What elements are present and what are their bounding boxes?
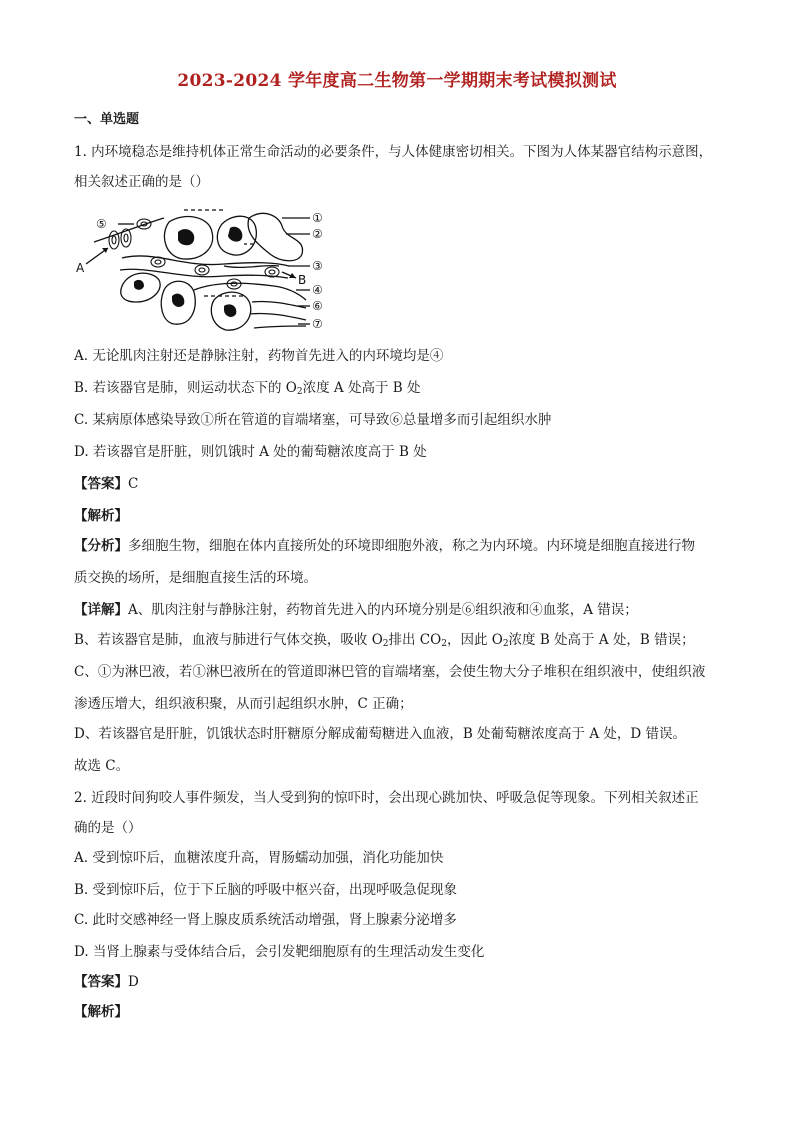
figure-label-5: ⑤ <box>96 217 107 231</box>
organ-structure-figure <box>74 204 336 340</box>
q1-fenxi-line2: 质交换的场所，是细胞直接生活的环境。 <box>74 570 317 586</box>
figure-label-2: ② <box>312 227 323 241</box>
figure-label-4: ④ <box>312 283 323 297</box>
figure-label-7: ⑦ <box>312 317 323 331</box>
q1-option-b: B. 若该器官是肺，则运动状态下的 $O_2$浓度 A 处高于 B 处 <box>74 380 421 397</box>
q2-option-b: B. 受到惊吓后，位于下丘脑的呼吸中枢兴奋，出现呼吸急促现象 <box>74 882 458 898</box>
q1-option-d: D. 若该器官是肝脏，则饥饿时 A 处的葡萄糖浓度高于 B 处 <box>74 444 427 460</box>
figure-label-1: ① <box>312 211 323 225</box>
q1-xiangjie-c-line1: C、①为淋巴液，若①淋巴液所在的管道即淋巴管的盲端堵塞，会使生物大分子堆积在组织液中，使组织液 <box>74 664 706 680</box>
figure-label-3: ③ <box>312 259 323 273</box>
q1-fenxi-line1: 【分析】多细胞生物，细胞在体内直接所处的环境即细胞外液，称之为内环境。内环境是细胞直接进行物 <box>74 538 695 554</box>
q2-option-a: A. 受到惊吓后，血糖浓度升高，胃肠蠕动加强，消化功能加快 <box>74 850 444 866</box>
figure-label-B: B <box>298 273 307 287</box>
q2-answer: 【答案】D <box>74 974 139 990</box>
q1-option-c: C. 某病原体感染导致①所在管道的盲端堵塞，可导致⑥总量增多而引起组织水肿 <box>74 412 552 428</box>
q2-option-c: C. 此时交感神经一肾上腺皮质系统活动增强，肾上腺素分泌增多 <box>74 912 457 928</box>
q1-conclusion: 故选 C。 <box>74 758 130 774</box>
figure-label-6: ⑥ <box>312 299 323 313</box>
q1-xiangjie-b: B、若该器官是肺，血液与肺进行气体交换，吸收 $O_2$排出 $CO_2$，因此 $O_2$浓度 B 处高于 A 处，B 错误； <box>74 632 695 649</box>
q2-stem-line2: 确的是（） <box>74 820 142 836</box>
q2-option-d: D. 当肾上腺素与受体结合后，会引发靶细胞原有的生理活动发生变化 <box>74 944 485 960</box>
q1-xiangjie-c-line2: 渗透压增大，组织液积聚，从而引起组织水肿，C 正确； <box>74 696 413 712</box>
q1-analysis-heading: 【解析】 <box>74 508 128 524</box>
q1-xiangjie-a: 【详解】A、肌肉注射与静脉注射，药物首先进入的内环境分别是⑥组织液和④血浆，A 错误； <box>74 602 638 618</box>
q1-xiangjie-d: D、若该器官是肝脏，饥饿状态时肝糖原分解成葡萄糖进入血液，B 处葡萄糖浓度高于 A 处，D 错误。 <box>74 726 686 742</box>
q2-stem-line1: 2. 近段时间狗咬人事件频发，当人受到狗的惊吓时，会出现心跳加快、呼吸急促等现象。下列相关叙述正 <box>74 790 699 806</box>
q1-stem-line1: 1. 内环境稳态是维持机体正常生命活动的必要条件，与人体健康密切相关。下图为人体某器官结构示意图， <box>74 144 713 160</box>
section-heading: 一、单选题 <box>74 112 140 127</box>
q1-stem-line2: 相关叙述正确的是（） <box>74 174 209 190</box>
q2-analysis-heading: 【解析】 <box>74 1004 128 1020</box>
q1-answer: 【答案】C <box>74 476 139 492</box>
page-title: 2023-2024 学年度高二生物第一学期期末考试模拟测试 <box>177 71 617 91</box>
q1-option-a: A. 无论肌肉注射还是静脉注射，药物首先进入的内环境均是④ <box>74 348 444 364</box>
figure-label-A: A <box>76 261 85 275</box>
